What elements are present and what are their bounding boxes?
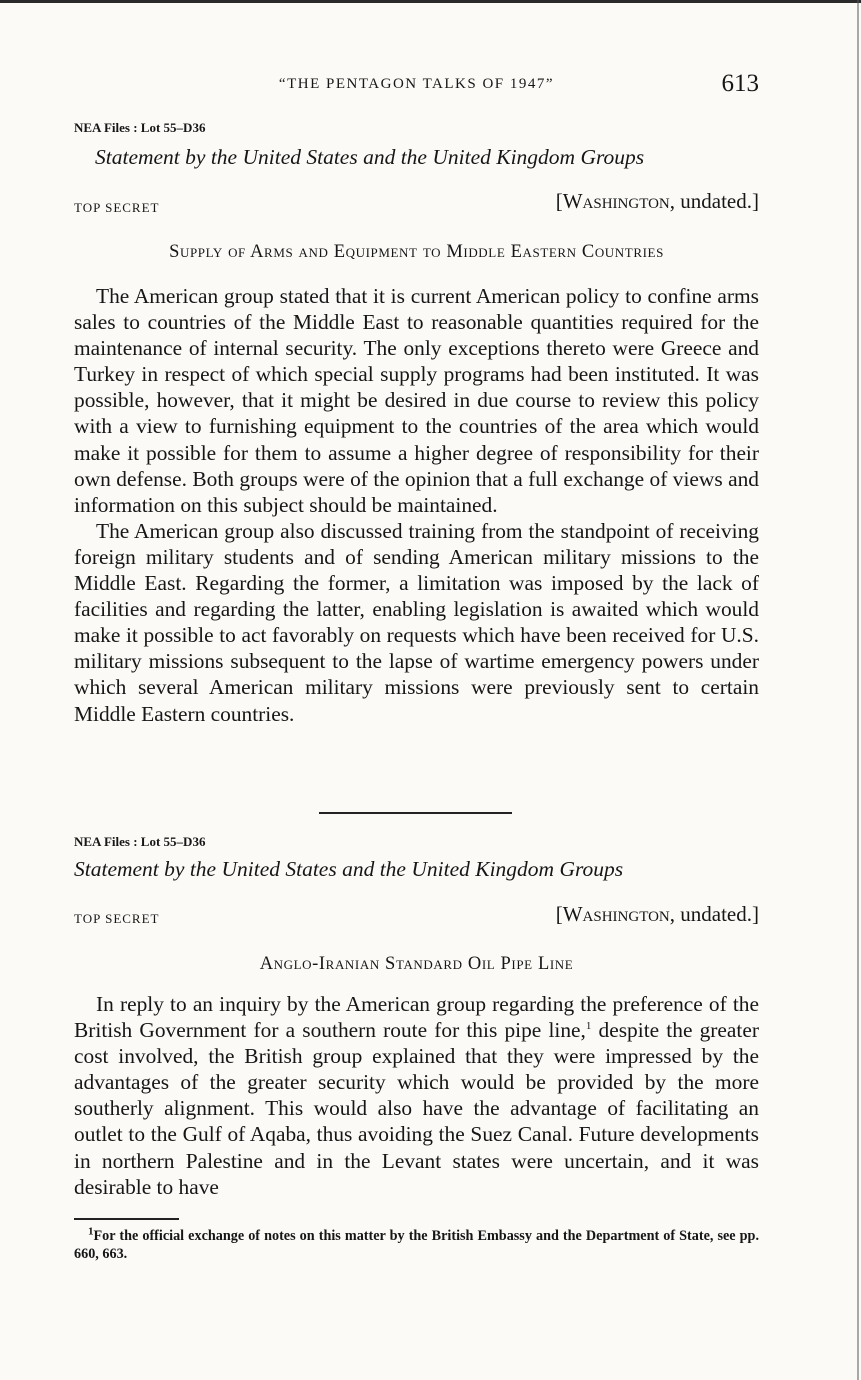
document-title: Statement by the United States and the United Kingdom Groups [74, 857, 624, 881]
dateline-place: Washington [562, 902, 670, 926]
classification-label: TOP SECRET [74, 911, 160, 926]
document-body [74, 991, 759, 1200]
dateline-bracket: [ [555, 902, 563, 926]
footnote [74, 1225, 759, 1263]
paragraph-text: despite the greater cost involved, the British group explained that they were impressed by the advantages of the greater security which would be provided by the more southerly alignment. This would also have the advantage of facilitating an outlet to the Gulf of Aqaba, thus avoiding the Suez Canal. Future developments in northern Palestine and in the Levant states were uncertain, and it was desirable to have [74, 1018, 759, 1199]
footnote-divider [74, 1218, 179, 1220]
dateline-place: Washington [562, 189, 670, 213]
page-right-edge [857, 0, 859, 1380]
footnote-reference: 1 [585, 1019, 592, 1032]
running-head [74, 70, 759, 100]
document-body [74, 283, 759, 727]
file-reference: NEA Files : Lot 55–D36 [74, 120, 206, 135]
body-paragraph: The American group stated that it is current American policy to confine arms sales to countries of the Middle East to reasonable quantities required for the maintenance of internal security. The only exceptions thereto were Greece and Turkey in respect of which special supply programs had been instituted. It was possible, however, that it might be desired in due course to review this policy with a view to furnishing equipment to the countries of the area which would make it possible for them to assume a higher degree of responsibility for their own defense. Both groups were of the opinion that a full exchange of views and information on this subject should be maintained. [74, 284, 759, 517]
dateline [556, 189, 759, 214]
dateline-bracket: [ [555, 189, 563, 213]
paragraph-text: In reply to an inquiry by the American group regarding the preference of the British Government for a southern route for this pipe line, [74, 992, 759, 1043]
running-head-title: “THE PENTAGON TALKS OF 1947” [278, 76, 555, 92]
page-top-edge [0, 0, 861, 3]
section-divider [319, 812, 512, 814]
classification-label: TOP SECRET [74, 200, 160, 215]
page-number: 613 [721, 70, 759, 97]
footnote-marker: 1 [88, 1225, 94, 1238]
dateline-date: , undated.] [669, 902, 759, 926]
dateline [556, 902, 759, 927]
body-paragraph: The American group also discussed training from the standpoint of receiving foreign military students and of sending American military missions to the Middle East. Regarding the former, a limitation was imposed by the lack of facilities and regarding the latter, enabling legislation is awaited which would make it possible to act favorably on requests which have been received for U.S. military missions subsequent to the lapse of wartime emergency powers under which several American military missions were previously sent to certain Middle Eastern countries. [74, 518, 759, 726]
document-title: Statement by the United States and the United Kingdom Groups [95, 145, 645, 169]
footnote-text: For the official exchange of notes on this matter by the British Embassy and the Department of State, see pp. 660, 663. [74, 1228, 759, 1262]
file-reference: NEA Files : Lot 55–D36 [74, 834, 206, 849]
section-heading: Supply of Arms and Equipment to Middle Eastern Countries [169, 242, 664, 262]
dateline-date: , undated.] [669, 189, 759, 213]
body-paragraph [74, 991, 759, 1200]
section-heading: Anglo-Iranian Standard Oil Pipe Line [259, 954, 574, 974]
